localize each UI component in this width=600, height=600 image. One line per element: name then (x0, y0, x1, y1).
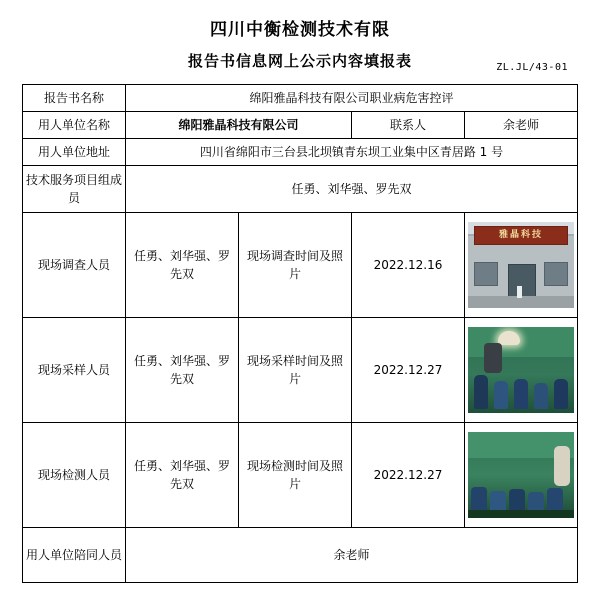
public-disclosure-table (22, 84, 578, 583)
form-code: ZL.JL/43-01 (496, 61, 568, 73)
row-photo-sampling (465, 317, 578, 422)
row-label-employer-address: 用人单位地址 (23, 138, 126, 165)
row-label-employer-name: 用人单位名称 (23, 111, 126, 138)
row-label-sampling-time: 现场采样时间及照片 (239, 317, 352, 422)
row-value-survey-members: 任勇、刘华强、罗先双 (126, 212, 239, 317)
testing-photo-image (468, 432, 574, 518)
row-value-contact: 余老师 (465, 111, 578, 138)
row-value-report-name: 绵阳雅晶科技有限公司职业病危害控评 (126, 84, 578, 111)
row-label-survey-time: 现场调查时间及照片 (239, 212, 352, 317)
row-label-contact: 联系人 (352, 111, 465, 138)
row-value-testing-members: 任勇、刘华强、罗先双 (126, 422, 239, 527)
row-label-accompanying-staff: 用人单位陪同人员 (23, 527, 126, 582)
table-row (23, 84, 578, 111)
photo-technician (484, 343, 502, 373)
photo-worker (554, 379, 568, 409)
table-row (23, 138, 578, 165)
photo-window-left (474, 262, 498, 286)
photo-window-right (544, 262, 568, 286)
page-title: 四川中衡检测技术有限 (210, 20, 390, 40)
photo-worker (514, 379, 528, 409)
sampling-photo-image (468, 327, 574, 413)
row-label-testing-staff: 现场检测人员 (23, 422, 126, 527)
photo-table-edge (468, 510, 574, 518)
table-row (23, 422, 578, 527)
row-value-project-team: 任勇、刘华强、罗先双 (126, 165, 578, 212)
row-photo-testing (465, 422, 578, 527)
row-label-testing-time: 现场检测时间及照片 (239, 422, 352, 527)
table-row (23, 212, 578, 317)
row-value-testing-date: 2022.12.27 (352, 422, 465, 527)
photo-worker (494, 381, 508, 409)
document-header (22, 0, 578, 74)
photo-company-sign: 雅晶科技 (474, 226, 568, 245)
photo-person (517, 286, 522, 298)
row-value-employer-address: 四川省绵阳市三台县北坝镇青东坝工业集中区青居路 1 号 (126, 138, 578, 165)
row-value-sampling-date: 2022.12.27 (352, 317, 465, 422)
photo-worker (534, 383, 548, 409)
row-photo-survey (465, 212, 578, 317)
table-row (23, 317, 578, 422)
photo-door (508, 264, 535, 300)
subtitle-row (22, 50, 578, 74)
row-value-employer-name: 绵阳雅晶科技有限公司 (126, 111, 352, 138)
photo-standing-person (554, 446, 570, 486)
survey-photo-image (468, 222, 574, 308)
row-label-survey-staff: 现场调查人员 (23, 212, 126, 317)
table-row (23, 165, 578, 212)
row-value-sampling-members: 任勇、刘华强、罗先双 (126, 317, 239, 422)
row-value-survey-date: 2022.12.16 (352, 212, 465, 317)
table-row (23, 111, 578, 138)
photo-worker (474, 375, 488, 409)
row-value-accompanying-staff: 余老师 (126, 527, 578, 582)
table-row (23, 527, 578, 582)
row-label-report-name: 报告书名称 (23, 84, 126, 111)
page-subtitle: 报告书信息网上公示内容填报表 (187, 51, 412, 70)
row-label-project-team: 技术服务项目组成员 (23, 165, 126, 212)
row-label-sampling-staff: 现场采样人员 (23, 317, 126, 422)
